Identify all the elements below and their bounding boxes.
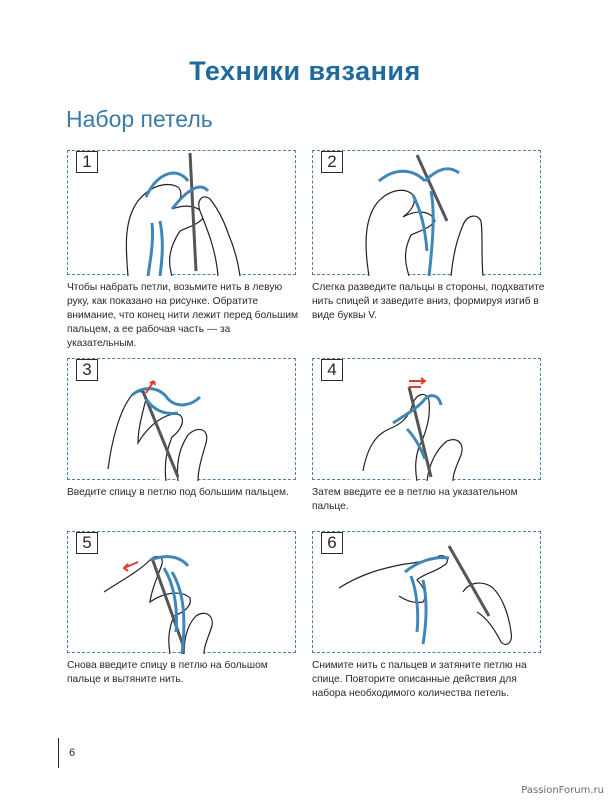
step-number: 4 (321, 359, 343, 381)
illustration-frame (67, 358, 296, 480)
step-number: 1 (76, 151, 98, 173)
step-number: 2 (321, 151, 343, 173)
step-3 (67, 358, 296, 500)
step-5 (67, 531, 296, 687)
hand-illustration-icon (313, 532, 542, 654)
watermark: PassionForum.ru (521, 785, 604, 796)
step-caption: Снова введите спицу в петлю на большом пальце и вытяните нить. (67, 660, 268, 685)
page-title: Техники вязания (189, 56, 421, 86)
illustration-frame (312, 531, 541, 653)
step-1 (67, 150, 299, 351)
page-footer (58, 738, 76, 768)
hand-illustration-icon (68, 359, 297, 481)
step-2 (312, 150, 545, 323)
hand-illustration-icon (313, 359, 542, 481)
illustration-frame (67, 150, 296, 275)
step-caption: Чтобы набрать петли, возьмите нить в левую руку, как показано на рисунке. Обратите внимание, что конец нити лежит перед большим пальцем, а ее рабочая часть — за указательным. (67, 282, 299, 349)
illustration-frame (312, 150, 541, 275)
section-title: Набор петель (66, 106, 213, 132)
step-caption: Снимите нить с пальцев и затяните петлю на спице. Повторите описанные действия для набора необходимого количества петель. (312, 660, 527, 699)
page-number: 6 (69, 747, 76, 759)
step-caption: Затем введите ее в петлю на указательном пальце. (312, 487, 518, 512)
hand-illustration-icon (68, 151, 297, 276)
hand-illustration-icon (313, 151, 542, 276)
step-number: 6 (321, 532, 343, 554)
step-number: 3 (76, 359, 98, 381)
illustration-frame (67, 531, 296, 653)
hand-illustration-icon (68, 532, 297, 654)
step-4 (312, 358, 541, 514)
step-6 (312, 531, 541, 701)
step-number: 5 (76, 532, 98, 554)
step-caption: Введите спицу в петлю под большим пальцем. (67, 487, 289, 498)
step-caption: Слегка разведите пальцы в стороны, подхватите нить спицей и заведите вниз, формируя изгиб в виде буквы V. (312, 282, 545, 321)
illustration-frame (312, 358, 541, 480)
